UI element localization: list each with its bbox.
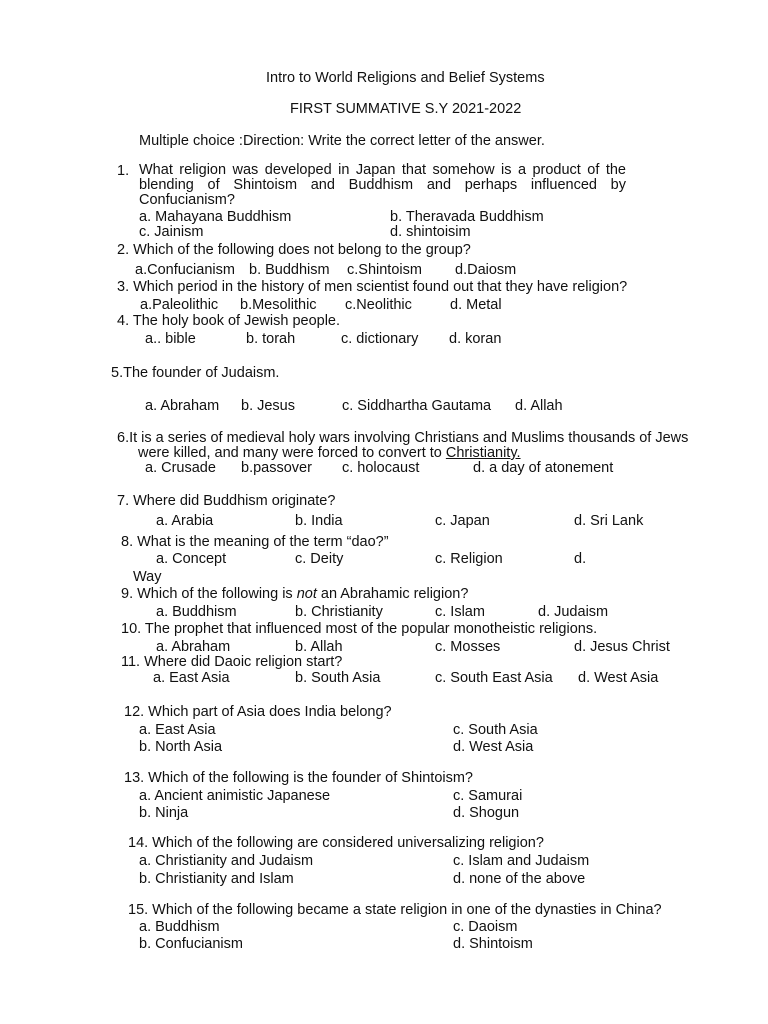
question-6-line-2-text: were killed, and many were forced to convert to xyxy=(138,445,446,461)
q9-option-a: a. Buddhism xyxy=(156,604,237,620)
document-title: Intro to World Religions and Belief Systems xyxy=(266,70,545,86)
q10-option-d: d. Jesus Christ xyxy=(574,639,670,655)
question-9-pre: 9. Which of the following is xyxy=(121,586,297,602)
q14-option-d: d. none of the above xyxy=(453,871,586,887)
q13-option-b: b. Ninja xyxy=(139,805,189,821)
q9-option-c: c. Islam xyxy=(435,604,485,620)
q2-option-d: d.Daiosm xyxy=(455,262,517,278)
question-11-text: 11. Where did Daoic religion start? xyxy=(121,654,343,670)
q11-option-c: c. South East Asia xyxy=(435,670,553,686)
question-9-text xyxy=(121,586,468,603)
q8-option-d-continued: Way xyxy=(133,569,162,585)
christianity-link[interactable]: Christianity. xyxy=(445,445,521,461)
q15-option-c: c. Daoism xyxy=(453,919,518,935)
q12-option-b: b. North Asia xyxy=(139,739,223,755)
question-1-number: 1. xyxy=(117,163,130,179)
question-2-text: 2. Which of the following does not belong to the group? xyxy=(117,242,471,258)
q5-option-c: c. Siddhartha Gautama xyxy=(342,398,492,414)
q7-option-c: c. Japan xyxy=(435,513,490,529)
q3-option-a: a.Paleolithic xyxy=(140,297,219,313)
question-14-text: 14. Which of the following are considered universalizing religion? xyxy=(128,835,544,851)
q10-option-a: a. Abraham xyxy=(156,639,231,655)
q8-option-a: a. Concept xyxy=(156,551,227,567)
q12-option-c: c. South Asia xyxy=(453,722,538,738)
q8-option-b: c. Deity xyxy=(295,551,344,567)
question-5-text: 5.The founder of Judaism. xyxy=(111,365,280,381)
question-1-text: What religion was developed in Japan that somehow is a product of the blending of Shintoism and Buddhism and perhaps influenced by Confucianism? xyxy=(139,162,626,208)
q14-option-c: c. Islam and Judaism xyxy=(453,853,590,869)
q4-option-a: a.. bible xyxy=(145,331,196,347)
q7-option-d: d. Sri Lank xyxy=(574,513,644,529)
q1-option-c: c. Jainism xyxy=(139,224,204,240)
q7-option-b: b. India xyxy=(295,513,343,529)
q14-option-a: a. Christianity and Judaism xyxy=(139,853,314,869)
q13-option-c: c. Samurai xyxy=(453,788,523,804)
question-13-text: 13. Which of the following is the founder of Shintoism? xyxy=(124,770,473,786)
question-7-text: 7. Where did Buddhism originate? xyxy=(117,493,336,509)
q2-option-a: a.Confucianism xyxy=(135,262,235,278)
q15-option-a: a. Buddhism xyxy=(139,919,220,935)
q6-option-d: d. a day of atonement xyxy=(473,460,614,476)
question-10-text: 10. The prophet that influenced most of the popular monotheistic religions. xyxy=(121,621,598,637)
q5-option-d: d. Allah xyxy=(515,398,563,414)
q12-option-d: d. West Asia xyxy=(453,739,534,755)
question-15-text: 15. Which of the following became a state religion in one of the dynasties in China? xyxy=(128,902,662,918)
question-9-emphasis: not xyxy=(296,586,317,602)
question-9-post: an Abrahamic religion? xyxy=(316,586,469,602)
q6-option-c: c. holocaust xyxy=(342,460,420,476)
q11-option-d: d. West Asia xyxy=(578,670,659,686)
q14-option-b: b. Christianity and Islam xyxy=(139,871,294,887)
q5-option-a: a. Abraham xyxy=(145,398,220,414)
q4-option-d: d. koran xyxy=(449,331,502,347)
question-8-text: 8. What is the meaning of the term “dao?” xyxy=(121,534,389,550)
q10-option-c: c. Mosses xyxy=(435,639,501,655)
q5-option-b: b. Jesus xyxy=(241,398,295,414)
q4-option-c: c. dictionary xyxy=(341,331,419,347)
question-4-text: 4. The holy book of Jewish people. xyxy=(117,313,341,329)
q3-option-c: c.Neolithic xyxy=(345,297,412,313)
q7-option-a: a. Arabia xyxy=(156,513,214,529)
q10-option-b: b. Allah xyxy=(295,639,343,655)
question-6-line-1: 6.It is a series of medieval holy wars involving Christians and Muslims thousands of Jews xyxy=(117,430,689,446)
document-subtitle: FIRST SUMMATIVE S.Y 2021-2022 xyxy=(290,101,522,117)
q9-option-b: b. Christianity xyxy=(295,604,383,620)
q1-option-b: b. Theravada Buddhism xyxy=(390,209,544,225)
q12-option-a: a. East Asia xyxy=(139,722,216,738)
question-12-text: 12. Which part of Asia does India belong? xyxy=(124,704,392,720)
q13-option-d: d. Shogun xyxy=(453,805,520,821)
q3-option-d: d. Metal xyxy=(450,297,502,313)
q15-option-b: b. Confucianism xyxy=(139,936,243,952)
direction-text: Multiple choice :Direction: Write the correct letter of the answer. xyxy=(139,133,545,149)
q8-option-d: d. xyxy=(574,551,587,567)
q1-option-a: a. Mahayana Buddhism xyxy=(139,209,292,225)
q2-option-b: b. Buddhism xyxy=(249,262,330,278)
q4-option-b: b. torah xyxy=(246,331,296,347)
q11-option-b: b. South Asia xyxy=(295,670,381,686)
q1-option-d: d. shintoisim xyxy=(390,224,471,240)
q13-option-a: a. Ancient animistic Japanese xyxy=(139,788,331,804)
q3-option-b: b.Mesolithic xyxy=(240,297,317,313)
q2-option-c: c.Shintoism xyxy=(347,262,422,278)
q6-option-a: a. Crusade xyxy=(145,460,216,476)
q15-option-d: d. Shintoism xyxy=(453,936,533,952)
q6-option-b: b.passover xyxy=(241,460,312,476)
q8-option-c: c. Religion xyxy=(435,551,503,567)
question-3-text: 3. Which period in the history of men scientist found out that they have religion? xyxy=(117,279,628,295)
q9-option-d: d. Judaism xyxy=(538,604,609,620)
q11-option-a: a. East Asia xyxy=(153,670,230,686)
